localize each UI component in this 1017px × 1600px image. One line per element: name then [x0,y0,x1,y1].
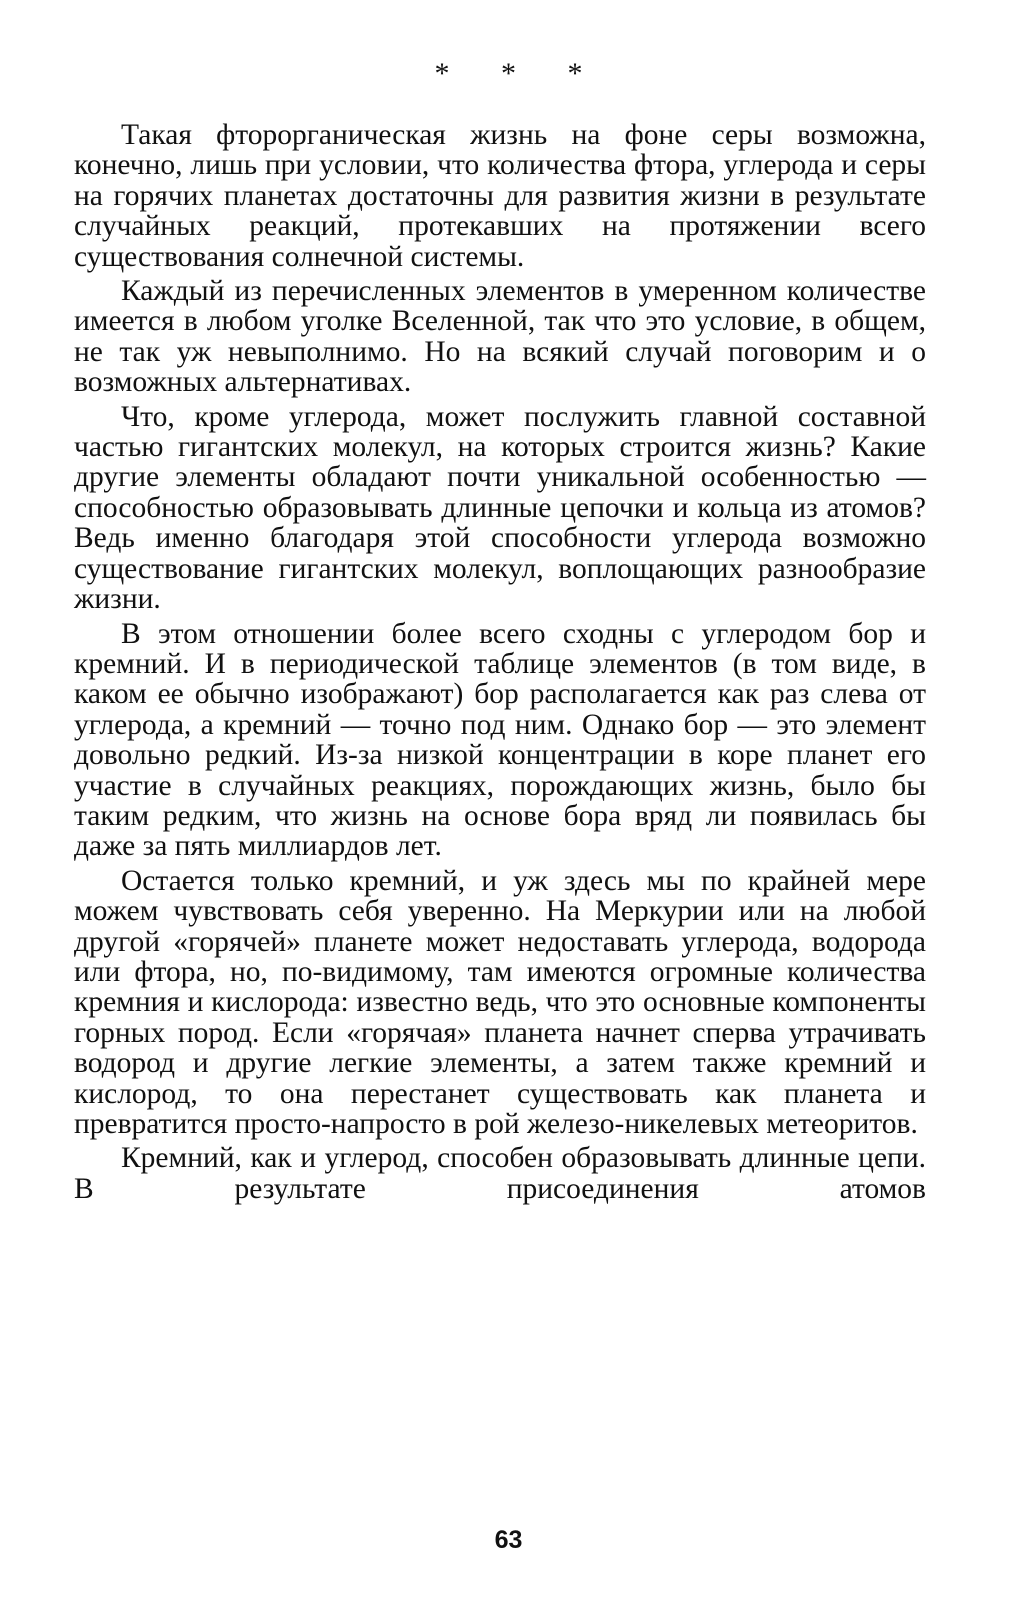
paragraph-1: Такая фторорганическая жизнь на фоне серы возможна, конечно, лишь при условии, что количества фтора, углерода и серы на горячих планетах достаточны для развития жизни в результате случайных реакций, протекавших на протяжении всего существования солнечной системы. [74,119,926,273]
paragraph-6: Кремний, как и углерод, способен образовывать длинные цепи. В результате присоединения атомов [74,1142,926,1205]
page-number: 63 [494,1526,523,1554]
body-text [74,120,926,1208]
paragraph-3: Что, кроме углерода, может послужить главной составной частью гигантских молекул, на которых строится жизнь? Какие другие элементы обладают почти уникальной особенностью — способностью образовывать длинные цепочки и кольца из атомов? Ведь именно благодаря этой способности углерода возможно существование гигантских молекул, воплощающих разнообразие жизни. [74,400,926,616]
paragraph-4: В этом отношении более всего сходны с углеродом бор и кремний. И в периодической таблице элементов (в том виде, в каком ее обычно изображают) бор располагается как раз слева от углерода, а кремний — точно под ним. Однако бор — это элемент довольно редкий. Из-за низкой концентрации в коре планет его участие в случайных реакциях, порождающих жизнь, было бы таким редким, что жизнь на основе бора вряд ли появилась бы даже за пять миллиардов лет. [74,617,926,863]
paragraph-5: Остается только кремний, и уж здесь мы по крайней мере можем чувствовать себя уверенно. На Меркурии или на любой другой «горячей» планете может недоставать углерода, водорода или фтора, но, по-видимому, там имеются огромные количества кремния и кислорода: известно ведь, что это основные компоненты горных пород. Если «горячая» планета начнет сперва утрачивать водород и другие легкие элементы, а затем также кремний и кислород, то она перестанет существовать как планета и превратится просто-напросто в рой железо-никелевых метеоритов. [74,864,926,1140]
paragraph-2: Каждый из перечисленных элементов в умеренном количестве имеется в любом уголке Вселенной, так что это условие, в общем, не так уж невыполнимо. Но на всякий случай поговорим и о возможных альтернативах. [74,275,926,399]
section-separator: * * * [434,57,605,90]
